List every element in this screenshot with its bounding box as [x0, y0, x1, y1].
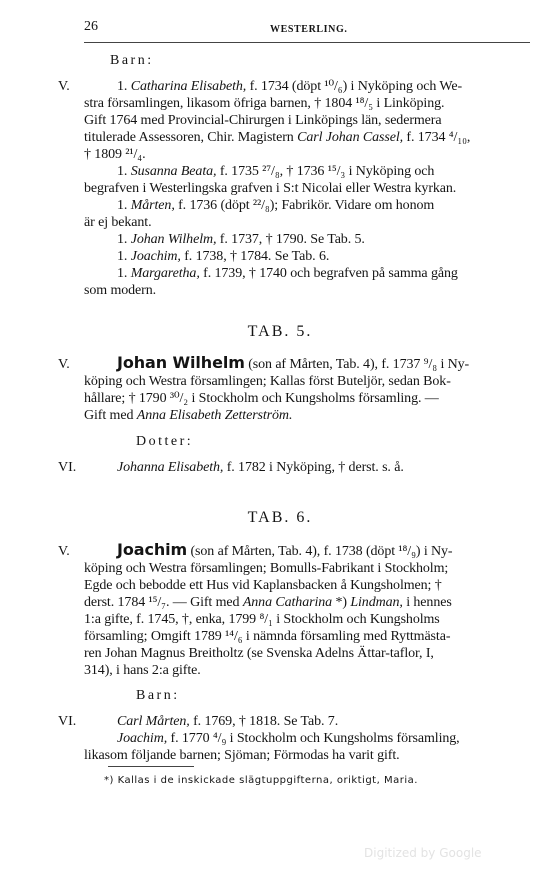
text-line: Egde och bebodde ett Hus vid Kaplansbacken å Kungsholmen; †	[84, 578, 442, 593]
text-line: titulerade Assessoren, Chir. Magistern Carl Johan Cassel, f. 1734 ⁴/₁₀,	[84, 130, 471, 145]
text-line: 314), i hans 2:a gifte.	[84, 663, 201, 678]
text-line: är ej bekant.	[84, 215, 152, 230]
text-line: ren Johan Magnus Breitholtz (se Svenska Adelns Ättar-taflor, I,	[84, 646, 434, 661]
generation-marker-v: V.	[58, 79, 70, 94]
entry-susanna: 1. Susanna Beata, f. 1735 ²⁷/₈, † 1736 ¹⁵/₃ i Nyköping och	[117, 164, 435, 179]
barn-label: Barn:	[136, 688, 180, 703]
tab-5-person: Johan Wilhelm (son af Mårten, Tab. 4), f. 1737 ⁹/₈ i Ny-	[117, 353, 470, 372]
generation-marker-v: V.	[58, 544, 70, 559]
entry-joachim-jr: Joachim, f. 1770 ⁴/₉ i Stockholm och Kungsholms församling,	[117, 731, 460, 746]
generation-marker-v: V.	[58, 357, 70, 372]
tab-6-person: Joachim (son af Mårten, Tab. 4), f. 1738 (döpt ¹⁸/₉) i Ny-	[117, 540, 453, 559]
generation-marker-vi: VI.	[58, 714, 77, 729]
running-title: WESTERLING.	[270, 24, 348, 35]
text-line: stra församlingen, likasom öfriga barnen, † 1804 ¹⁸/₅ i Linköping.	[84, 96, 445, 111]
watermark: Digitized by Google	[364, 846, 482, 860]
footnote-rule	[108, 766, 194, 767]
barn-label: Barn:	[110, 53, 154, 68]
tab-6-name: Joachim	[117, 540, 188, 559]
text-line: församling; Omgift 1789 ¹⁴/₆ i nämnda församling med Ryttmästa-	[84, 629, 451, 644]
header-rule	[84, 42, 530, 43]
entry-margaretha: 1. Margaretha, f. 1739, † 1740 och begrafven på samma gång	[117, 266, 458, 281]
tab-6-heading: TAB. 6.	[247, 509, 313, 526]
text-line: Gift 1764 med Provincial-Chirurgen i Linköpings län, sedermera	[84, 113, 442, 128]
text-line: hållare; † 1790 ³⁰/₂ i Stockholm och Kungsholms församling. —	[84, 391, 439, 406]
dotter-label: Dotter:	[136, 434, 194, 449]
text-line: köping och Westra församlingen; Bomulls-Fabrikant i Stockholm;	[84, 561, 449, 576]
tab-5-name: Johan Wilhelm	[117, 353, 245, 372]
text-line: † 1809 ²¹/₄.	[84, 147, 146, 162]
footnote: *) Kallas i de inskickade slägtuppgifterna, oriktigt, Maria.	[104, 775, 418, 786]
text-line: begrafven i Westerlingska grafven i S:t Nicolai eller Westra kyrkan.	[84, 181, 457, 196]
entry-joachim: 1. Joachim, f. 1738, † 1784. Se Tab. 6.	[117, 249, 330, 264]
text-line: Gift med Anna Elisabeth Zetterström.	[84, 408, 293, 423]
page-number: 26	[84, 19, 98, 34]
tab-5-heading: TAB. 5.	[247, 323, 313, 340]
entry-johanna: Johanna Elisabeth, f. 1782 i Nyköping, † derst. s. å.	[117, 460, 404, 475]
entry-carl-marten: Carl Mårten, f. 1769, † 1818. Se Tab. 7.	[117, 714, 339, 729]
generation-marker-vi: VI.	[58, 460, 77, 475]
text-line: likasom följande barnen; Sjöman; Förmodas ha varit gift.	[84, 748, 400, 763]
text-line: derst. 1784 ¹⁵/₇. — Gift med Anna Catharina *) Lindman, i hennes	[84, 595, 452, 610]
text-line: som modern.	[84, 283, 157, 298]
entry-catharina: 1. Catharina Elisabeth, f. 1734 (döpt ¹⁰/₆) i Nyköping och We-	[117, 79, 463, 94]
entry-johan-wilhelm: 1. Johan Wilhelm, f. 1737, † 1790. Se Tab. 5.	[117, 232, 365, 247]
text-line: 1:a gifte, f. 1745, †, enka, 1799 ⁸/₁ i Stockholm och Kungsholms	[84, 612, 440, 627]
text-line: köping och Westra församlingen; Kallas först Buteljör, sedan Bok-	[84, 374, 451, 389]
entry-marten: 1. Mårten, f. 1736 (döpt ²²/₈); Fabrikör. Vidare om honom	[117, 198, 435, 213]
